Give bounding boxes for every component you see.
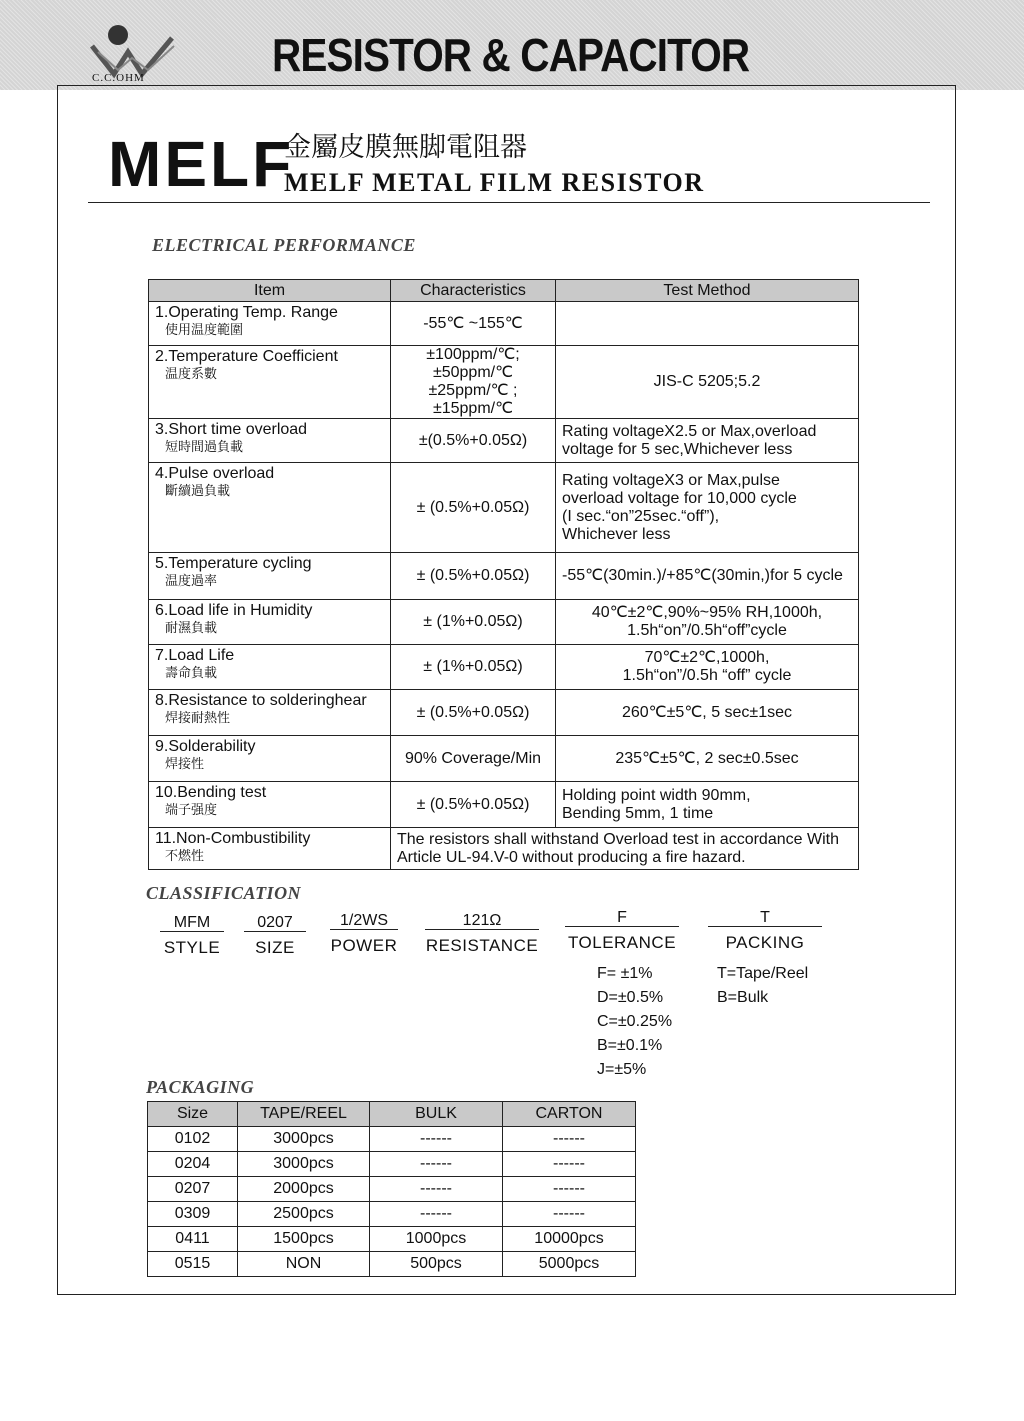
row-item-en: 11.Non-Combustibility [155, 830, 311, 847]
cell-tape-reel: 2500pcs [238, 1202, 370, 1227]
row-item-en: 7.Load Life [155, 647, 235, 664]
row-item [149, 553, 391, 600]
cell-bulk: ------ [370, 1152, 503, 1177]
table-row [149, 463, 859, 553]
row-item [149, 463, 391, 553]
tolerance-option: J=±5% [597, 1061, 647, 1078]
class-resistance-code: 121Ω [425, 913, 539, 930]
title-english: MELF METAL FILM RESISTOR [284, 168, 705, 197]
row-item-zh: 温度系數 [165, 367, 218, 382]
tolerance-options [597, 962, 672, 1082]
cell-carton: ------ [503, 1202, 636, 1227]
title-chinese: 金屬皮膜無脚電阻器 [284, 132, 527, 163]
row-item-en: 3.Short time overload [155, 421, 308, 438]
tolerance-option: D=±0.5% [597, 989, 664, 1006]
packaging-header-row [148, 1102, 636, 1127]
row-characteristics: -55℃ ~155℃ [391, 302, 556, 346]
table-row [149, 553, 859, 600]
logo-text: C.C.OHM [92, 72, 145, 84]
cell-bulk: ------ [370, 1202, 503, 1227]
row-test-method: Holding point width 90mm, Bending 5mm, 1 time [556, 782, 859, 828]
class-size [244, 915, 306, 958]
cell-carton: ------ [503, 1152, 636, 1177]
cell-bulk: 1000pcs [370, 1227, 503, 1252]
class-tolerance-code: F [565, 910, 679, 927]
cell-tape-reel: 2000pcs [238, 1177, 370, 1202]
table-row [148, 1152, 636, 1177]
row-characteristics: ± (0.5%+0.05Ω) [391, 690, 556, 736]
electrical-table [148, 279, 859, 870]
cell-carton: ------ [503, 1177, 636, 1202]
class-size-code: 0207 [244, 915, 306, 932]
row-item [149, 645, 391, 690]
row-characteristics: ±(0.5%+0.05Ω) [391, 419, 556, 463]
cell-tape-reel: 3000pcs [238, 1152, 370, 1177]
classification-heading: CLASSIFICATION [146, 883, 302, 903]
class-power-label: POWER [330, 936, 398, 955]
col-item: Item [149, 280, 391, 302]
cell-tape-reel: 1500pcs [238, 1227, 370, 1252]
row-item-zh: 短時間過負載 [165, 440, 244, 455]
product-code: MELF [108, 128, 295, 200]
row-test-method [556, 302, 859, 346]
class-style-code: MFM [160, 915, 224, 932]
row-item-zh: 使用温度範圍 [165, 323, 244, 338]
cell-bulk: 500pcs [370, 1252, 503, 1277]
class-packing [708, 910, 822, 953]
table-row [149, 645, 859, 690]
col-bulk: BULK [370, 1102, 503, 1127]
class-tolerance-label: TOLERANCE [567, 933, 677, 952]
class-packing-label: PACKING [725, 933, 805, 952]
class-packing-code: T [708, 910, 822, 927]
row-characteristics: 90% Coverage/Min [391, 736, 556, 782]
cell-carton: ------ [503, 1127, 636, 1152]
electrical-header-row [149, 280, 859, 302]
packing-options [717, 962, 808, 1010]
tolerance-option: F= ±1% [597, 965, 653, 982]
row-item-zh: 温度過率 [165, 574, 218, 589]
electrical-heading: ELECTRICAL PERFORMANCE [152, 235, 416, 255]
class-tolerance [565, 910, 679, 953]
row-item [149, 600, 391, 645]
tolerance-option: B=±0.1% [597, 1037, 663, 1054]
col-carton: CARTON [503, 1102, 636, 1127]
table-row [149, 828, 859, 870]
row-item-en: 5.Temperature cycling [155, 555, 312, 572]
col-characteristics: Characteristics [391, 280, 556, 302]
row-item-zh: 耐濕負載 [165, 621, 218, 636]
row-characteristics: ± (1%+0.05Ω) [391, 645, 556, 690]
cell-size: 0207 [148, 1177, 238, 1202]
class-size-label: SIZE [255, 938, 295, 957]
row-item-en: 9.Solderability [155, 738, 256, 755]
row-characteristics: ± (1%+0.05Ω) [391, 600, 556, 645]
cell-size: 0411 [148, 1227, 238, 1252]
cell-tape-reel: NON [238, 1252, 370, 1277]
col-test-method: Test Method [556, 280, 859, 302]
row-item-zh: 斷續過負載 [165, 484, 231, 499]
table-row [148, 1202, 636, 1227]
packaging-table [147, 1101, 636, 1277]
cell-size: 0515 [148, 1252, 238, 1277]
row-characteristics: ± (0.5%+0.05Ω) [391, 782, 556, 828]
row-item-zh: 焊接耐熱性 [165, 711, 231, 726]
col-tape-reel: TAPE/REEL [238, 1102, 370, 1127]
class-power [330, 913, 398, 956]
title-divider [88, 202, 930, 203]
row-item-zh: 壽命負載 [165, 666, 218, 681]
table-row [149, 736, 859, 782]
row-item-zh: 不燃性 [165, 849, 205, 864]
class-resistance [425, 913, 539, 956]
col-size: Size [148, 1102, 238, 1127]
row-characteristics: ± (0.5%+0.05Ω) [391, 553, 556, 600]
row-item-zh: 端子强度 [165, 803, 218, 818]
cell-carton: 5000pcs [503, 1252, 636, 1277]
cell-bulk: ------ [370, 1177, 503, 1202]
cell-tape-reel: 3000pcs [238, 1127, 370, 1152]
class-power-code: 1/2WS [330, 913, 398, 930]
packing-option: T=Tape/Reel [717, 965, 809, 982]
row-test-method: 260℃±5℃, 5 sec±1sec [556, 690, 859, 736]
table-row [149, 419, 859, 463]
row-item-en: 8.Resistance to solderinghear [155, 692, 367, 709]
table-row [149, 302, 859, 346]
class-resistance-label: RESISTANCE [425, 936, 539, 955]
row-characteristics: ±100ppm/℃; ±50ppm/℃ ±25ppm/℃ ; ±15ppm/℃ [391, 346, 556, 419]
packaging-heading: PACKAGING [146, 1077, 255, 1097]
class-style-label: STYLE [163, 938, 221, 957]
row-item [149, 690, 391, 736]
row-item-en: 2.Temperature Coefficient [155, 348, 338, 365]
cell-size: 0102 [148, 1127, 238, 1152]
row-item [149, 346, 391, 419]
table-row [149, 346, 859, 419]
table-row [148, 1177, 636, 1202]
row-test-method: 235℃±5℃, 2 sec±0.5sec [556, 736, 859, 782]
row-item [149, 828, 391, 870]
table-row [149, 600, 859, 645]
row-item-en: 4.Pulse overload [155, 465, 275, 482]
row-item [149, 302, 391, 346]
class-style [160, 915, 224, 958]
row-test-method: 40℃±2℃,90%~95% RH,1000h, 1.5h“on”/0.5h“off”cycle [556, 600, 859, 645]
row-item [149, 782, 391, 828]
row-test-method: 70℃±2℃,1000h, 1.5h“on”/0.5h “off” cycle [556, 645, 859, 690]
row-item-en: 10.Bending test [155, 784, 267, 801]
cell-size: 0204 [148, 1152, 238, 1177]
row-item-zh: 焊接性 [165, 757, 205, 772]
cell-carton: 10000pcs [503, 1227, 636, 1252]
row-item-en: 6.Load life in Humidity [155, 602, 313, 619]
packing-option: B=Bulk [717, 989, 769, 1006]
table-row [148, 1252, 636, 1277]
table-row [148, 1127, 636, 1152]
row-test-method: -55℃(30min.)/+85℃(30min,)for 5 cycle [556, 553, 859, 600]
table-row [149, 782, 859, 828]
row-test-method: JIS-C 5205;5.2 [556, 346, 859, 419]
row-characteristics: ± (0.5%+0.05Ω) [391, 463, 556, 553]
table-row [149, 690, 859, 736]
row-item-en: 1.Operating Temp. Range [155, 304, 338, 321]
table-row [148, 1227, 636, 1252]
tolerance-option: C=±0.25% [597, 1013, 673, 1030]
row-test-method: Rating voltageX3 or Max,pulse overload voltage for 10,000 cycle (I sec.“on”25sec.“off”), Whichever less [556, 463, 859, 553]
row-note: The resistors shall withstand Overload test in accordance With Article UL-94.V-0 without producing a fire hazard. [391, 828, 859, 870]
row-item [149, 736, 391, 782]
row-test-method: Rating voltageX2.5 or Max,overload voltage for 5 sec,Whichever less [556, 419, 859, 463]
cell-size: 0309 [148, 1202, 238, 1227]
row-item [149, 419, 391, 463]
banner-title: RESISTOR & CAPACITOR [272, 29, 750, 81]
cell-bulk: ------ [370, 1127, 503, 1152]
